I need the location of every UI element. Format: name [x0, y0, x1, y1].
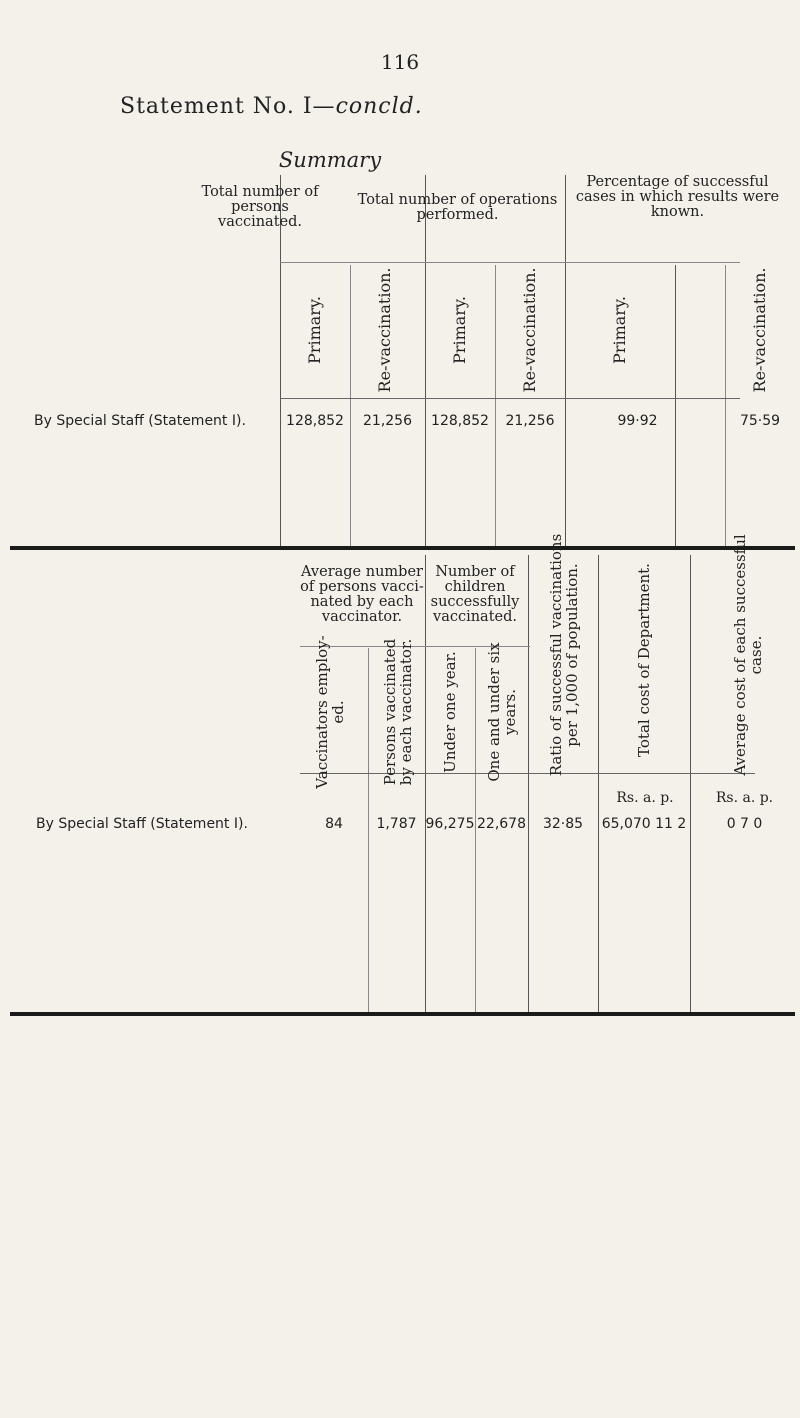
t1-sub-primary: Primary. [610, 296, 629, 364]
t2-col-line [598, 555, 599, 1015]
t1-col-line [675, 265, 676, 550]
t2-sub-total-cost [636, 563, 652, 757]
t2-header-children-vaccinated: Number of children successfully vaccinated. [430, 564, 520, 625]
t1-sub-revaccination: Re-vaccination. [375, 267, 394, 393]
t2-value: 96,275 [425, 816, 475, 832]
t1-header-persons-vaccinated: Total number of persons vaccinated. [201, 184, 319, 230]
t1-value: 128,852 [431, 413, 489, 429]
t2-sub-line: ed. [329, 700, 347, 724]
t1-header-percentage: Percentage of successful cases in which results were known. [575, 174, 780, 220]
t1-col-line [280, 175, 281, 550]
t2-sub-persons-per-vaccinator [382, 639, 414, 785]
heading-suffix: concld. [335, 94, 423, 119]
t2-row-line [300, 773, 755, 774]
t2-value: 65,070 11 2 [601, 816, 687, 832]
t2-sub-line: by each vaccinator. [397, 638, 415, 786]
t2-sub-line: case. [747, 635, 765, 675]
t1-header-operations: Total number of operations performed. [357, 192, 558, 223]
t1-value: 75·59 [739, 413, 781, 429]
t2-sub-line: Under one year. [441, 651, 459, 773]
t1-sub-primary: Primary. [305, 296, 324, 364]
t2-header-average-persons: Average number of persons vacci-nated by each vaccinator. [300, 564, 424, 625]
t2-sub-under-one-year [442, 651, 458, 773]
t2-sub-line: Persons vaccinated [381, 638, 399, 786]
t1-col-line [565, 175, 566, 550]
t1-col-line [725, 265, 726, 550]
t1-value: 99·92 [617, 413, 658, 429]
t2-unit-average-cost: Rs. a. p. [715, 790, 774, 806]
statement-heading [120, 94, 720, 119]
t2-sub-line: One and under six [485, 642, 503, 782]
t2-col-line [690, 555, 691, 1015]
t1-row-label: By Special Staff (Statement I). [34, 413, 246, 429]
t1-value: 128,852 [286, 413, 344, 429]
t2-value: 32·85 [542, 816, 584, 832]
t2-sub-line: Vaccinators employ- [313, 635, 331, 789]
t1-bottom-rule [10, 546, 795, 550]
t1-row-line [280, 262, 740, 263]
t1-col-line [425, 175, 426, 550]
t2-sub-average-cost [732, 534, 764, 775]
t2-row-label: By Special Staff (Statement I). [36, 816, 248, 832]
t2-value: 0 7 0 [726, 816, 763, 832]
t1-col-line [495, 265, 496, 550]
t1-value: 21,256 [363, 413, 412, 429]
t2-bottom-rule [10, 1012, 795, 1016]
t2-sub-one-to-six-years [486, 642, 518, 781]
t2-sub-line: Ratio of successful vaccinations [547, 533, 565, 777]
t1-col-line [350, 265, 351, 550]
summary-subtitle: Summary [278, 148, 382, 172]
t1-sub-revaccination: Re-vaccination. [750, 267, 769, 393]
t2-sub-line: Average cost of each successful [731, 534, 749, 776]
t2-sub-line: years. [501, 689, 519, 735]
t2-sub-line: per 1,000 of population. [563, 563, 581, 747]
t2-sub-line: Total cost of Department. [635, 563, 653, 757]
page-number: 116 [380, 50, 420, 74]
t2-value: 1,787 [376, 816, 417, 832]
t1-sub-revaccination: Re-vaccination. [520, 267, 539, 393]
t2-value: 84 [325, 816, 343, 832]
t1-sub-primary: Primary. [450, 296, 469, 364]
t1-row-line [280, 398, 740, 399]
t2-sub-vaccinators-employed [314, 635, 346, 788]
t2-unit-total-cost: Rs. a. p. [616, 790, 674, 806]
t1-value: 21,256 [505, 413, 555, 429]
t2-value: 22,678 [477, 816, 526, 832]
t2-sub-ratio-successful [548, 534, 580, 777]
heading-prefix: Statement No. I— [120, 94, 336, 119]
